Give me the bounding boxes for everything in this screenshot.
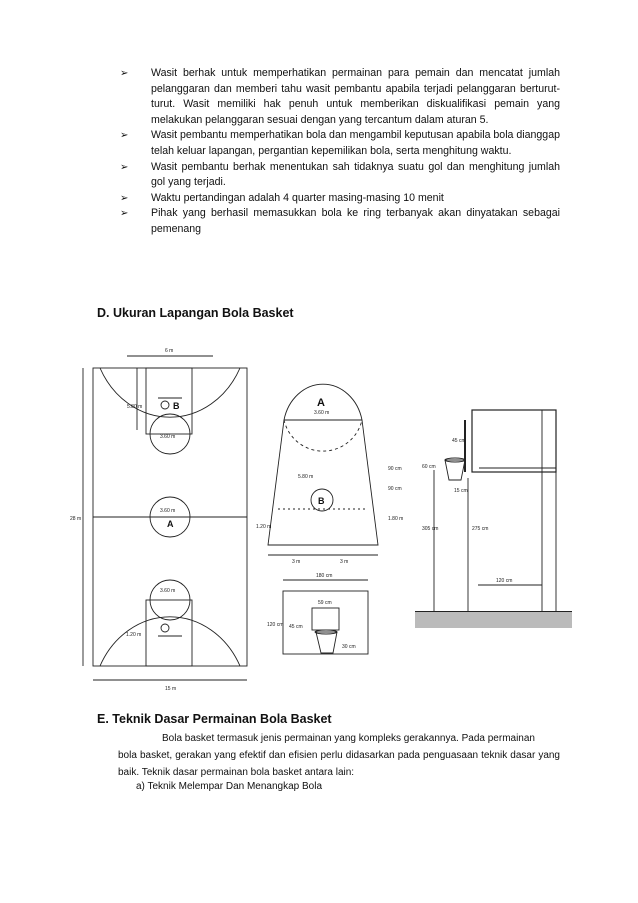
- backboard-inner-label: 59 cm: [318, 600, 332, 606]
- backboard-inner-height: 45 cm: [289, 624, 303, 630]
- pole-small-label: 15 cm: [454, 488, 468, 494]
- court-lane-label: 5.80 m: [127, 404, 143, 410]
- section-e-paragraph: [118, 730, 560, 781]
- court-letter-b: B: [173, 401, 180, 411]
- bullet-item: ➢ Wasit berhak untuk memperhatikan permainan para pemain dan mencatat jumlah pelanggaran dan memberi tahu wasit pembantu apabila terjadi pelanggaran berturut-turut. Wasit memiliki hak penuh untuk memberikan diskualifikasi pemain yang melakukan pelanggaran sesuai dengan yang tercantum dalam aturan 5.: [120, 67, 560, 126]
- pole-ring-label: 60 cm: [422, 464, 436, 470]
- pole-net: [445, 460, 465, 480]
- arrow-bullet-icon: ➢: [120, 161, 129, 173]
- bullet-item: ➢ Pihak yang berhasil memasukkan bola ke ring terbanyak akan dinyatakan sebagai pemenang: [120, 207, 560, 235]
- top-three-point-arc: [100, 368, 240, 417]
- paragraph-line-2: bola basket, gerakan yang efektif dan efisien perlu didasarkan pada penguasaan teknik dasar yang baik. Teknik dasar permainan bola basket antara lain:: [118, 750, 560, 778]
- backboard-bottom-label: 30 cm: [342, 644, 356, 650]
- lane-trapezoid: [268, 420, 378, 545]
- lane-left-label: 1.20 m: [256, 524, 272, 530]
- arrow-bullet-icon: ➢: [120, 192, 129, 204]
- arrow-bullet-icon: ➢: [120, 130, 129, 142]
- lane-side-label-1: 90 cm: [388, 466, 402, 472]
- bottom-three-point-arc: [100, 617, 240, 666]
- lane-letter-b: B: [318, 496, 325, 506]
- lane-letter-a: A: [317, 397, 325, 409]
- lane-dashed-arc: [284, 420, 362, 451]
- backboard-width-label: 180 cm: [316, 573, 333, 579]
- backboard-height-label: 120 cm: [267, 622, 284, 628]
- paragraph-line-1: Bola basket termasuk jenis permainan yang kompleks gerakannya. Pada permainan: [162, 733, 535, 744]
- bottom-ring: [161, 624, 169, 632]
- pole-shape: [479, 410, 556, 612]
- arrow-bullet-icon: ➢: [120, 208, 129, 220]
- court-circle-label-bottom: 3.60 m: [160, 588, 176, 594]
- pole-top-label: 45 cm: [452, 438, 466, 444]
- section-e-heading: E. Teknik Dasar Permainan Bola Basket: [97, 712, 332, 726]
- bullet-item: ➢ Wasit pembantu memperhatikan bola dan mengambil keputusan apabila bola dianggap telah keluar lapangan, pergantian kepemilikan bola, serta menghitung waktu.: [120, 129, 560, 157]
- ground-base: [415, 612, 572, 628]
- lane-circle-label: 3.60 m: [314, 410, 330, 416]
- bullet-item: ➢ Wasit pembantu berhak menentukan sah tidaknya suatu gol dan menghitung jumlah gol yang terjadi.: [120, 160, 560, 189]
- pole-backboard-frame: [472, 410, 556, 472]
- backboard-inner-rect: [312, 608, 339, 630]
- bullet-item: ➢ Waktu pertandingan adalah 4 quarter masing-masing 10 menit: [118, 191, 560, 207]
- lane-bottom-left-label: 3 m: [292, 559, 301, 565]
- pole-base-label: 120 cm: [496, 578, 513, 584]
- court-circle-label: 3.60 m: [160, 434, 176, 440]
- lane-bottom-right-label: 3 m: [340, 559, 349, 565]
- sub-item-a: a) Teknik Melempar Dan Menangkap Bola: [136, 781, 323, 792]
- court-top-label: 6 m: [165, 348, 174, 354]
- court-letter-a: A: [167, 519, 174, 529]
- court-length-label: 28 m: [70, 516, 82, 522]
- top-ring: [161, 401, 169, 409]
- lane-height-label: 5.80 m: [298, 474, 314, 480]
- section-d-heading: D. Ukuran Lapangan Bola Basket: [97, 306, 294, 320]
- court-free-throw-label: 1.20 m: [126, 632, 142, 638]
- backboard-net: [316, 632, 337, 653]
- court-center-label: 3.60 m: [160, 508, 176, 514]
- lane-side-label-2: 90 cm: [388, 486, 402, 492]
- pole-height-1: 305 cm: [422, 526, 439, 532]
- pole-height-2: 275 cm: [472, 526, 489, 532]
- arrow-bullet-icon: ➢: [120, 68, 129, 79]
- lane-right-label: 1.80 m: [388, 516, 404, 522]
- court-width-label: 15 m: [165, 686, 177, 692]
